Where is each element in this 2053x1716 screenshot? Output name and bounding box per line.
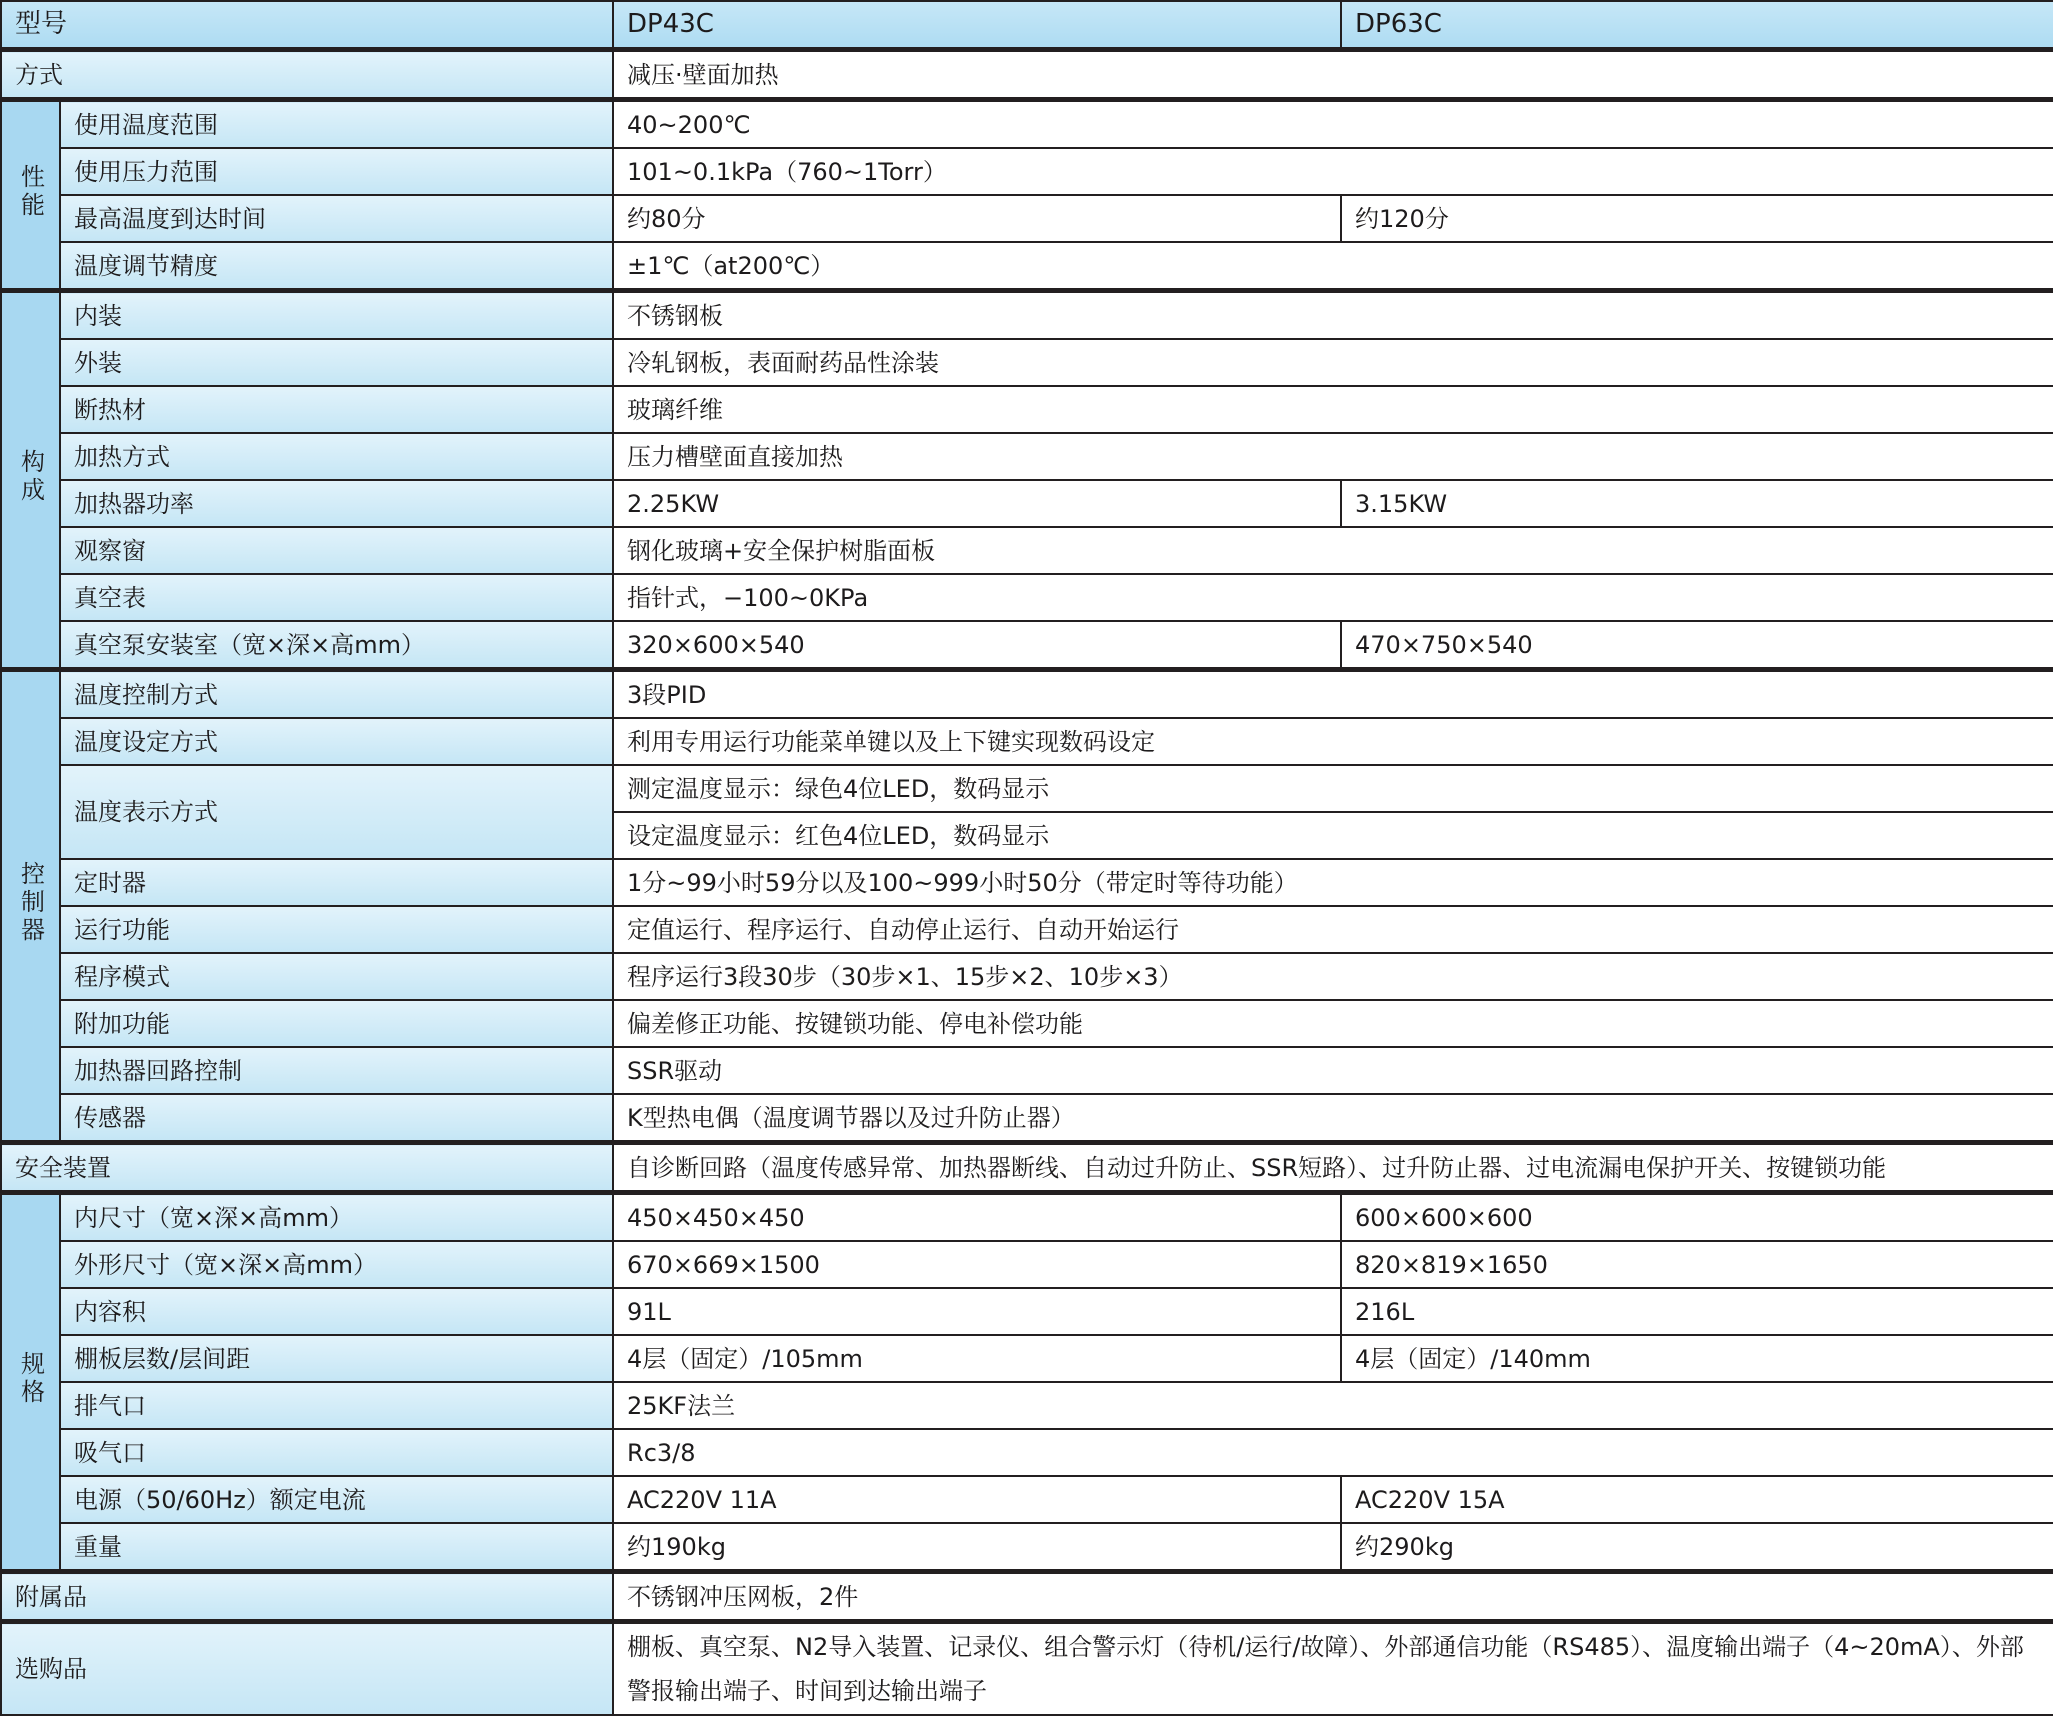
capacity-dp63c: 216L xyxy=(1341,1288,2053,1335)
shelves-dp63c: 4层（固定）/140mm xyxy=(1341,1335,2053,1382)
accessories-label: 附属品 xyxy=(1,1572,613,1622)
spec-row-exhaust xyxy=(1,1382,2053,1429)
header-model-label: 型号 xyxy=(1,1,613,50)
power-label: 电源（50/60Hz）额定电流 xyxy=(60,1476,613,1523)
group-performance-label: 性能 xyxy=(16,163,45,220)
performance-row-temp-range xyxy=(1,100,2053,149)
heater-power-dp43c: 2.25KW xyxy=(613,480,1341,527)
spec-row-weight xyxy=(1,1523,2053,1572)
window-label: 观察窗 xyxy=(60,527,613,574)
temp-accuracy-label: 温度调节精度 xyxy=(60,242,613,291)
additional-functions-value: 偏差修正功能、按键锁功能、停电补偿功能 xyxy=(613,1000,2053,1047)
pump-room-dp43c: 320×600×540 xyxy=(613,621,1341,670)
shelves-label: 棚板层数/层间距 xyxy=(60,1335,613,1382)
weight-label: 重量 xyxy=(60,1523,613,1572)
construction-row-heating-method xyxy=(1,433,2053,480)
temp-setting-value: 利用专用运行功能菜单键以及上下键实现数码设定 xyxy=(613,718,2053,765)
capacity-dp43c: 91L xyxy=(613,1288,1341,1335)
inner-size-label: 内尺寸（宽×深×高mm） xyxy=(60,1193,613,1242)
intake-value: Rc3/8 xyxy=(613,1429,2053,1476)
sensor-label: 传感器 xyxy=(60,1094,613,1143)
group-performance xyxy=(1,100,60,291)
controller-row-temp-control xyxy=(1,670,2053,719)
safety-label: 安全装置 xyxy=(1,1143,613,1193)
spec-row-shelves xyxy=(1,1335,2053,1382)
exhaust-value: 25KF法兰 xyxy=(613,1382,2053,1429)
construction-row-interior xyxy=(1,291,2053,340)
sensor-value: K型热电偶（温度调节器以及过升防止器） xyxy=(613,1094,2053,1143)
options-value: 棚板、真空泵、N2导入装置、记录仪、组合警示灯（待机/运行/故障）、外部通信功能（RS485）、温度输出端子（4~20mA）、外部警报输出端子、时间到达输出端子 xyxy=(613,1622,2053,1716)
inner-size-dp43c: 450×450×450 xyxy=(613,1193,1341,1242)
construction-row-vacuum-gauge xyxy=(1,574,2053,621)
window-value: 钢化玻璃+安全保护树脂面板 xyxy=(613,527,2053,574)
weight-dp63c: 约290kg xyxy=(1341,1523,2053,1572)
method-value: 减压·壁面加热 xyxy=(613,50,2053,100)
performance-row-max-temp-time xyxy=(1,195,2053,242)
spec-row-inner-size xyxy=(1,1193,2053,1242)
heating-method-label: 加热方式 xyxy=(60,433,613,480)
interior-label: 内装 xyxy=(60,291,613,340)
outer-size-label: 外形尺寸（宽×深×高mm） xyxy=(60,1241,613,1288)
heater-circuit-label: 加热器回路控制 xyxy=(60,1047,613,1094)
header-row xyxy=(1,1,2053,50)
spec-row-intake xyxy=(1,1429,2053,1476)
outer-size-dp63c: 820×819×1650 xyxy=(1341,1241,2053,1288)
heater-power-label: 加热器功率 xyxy=(60,480,613,527)
construction-row-insulation xyxy=(1,386,2053,433)
temp-range-value: 40~200℃ xyxy=(613,100,2053,149)
method-row xyxy=(1,50,2053,100)
performance-row-pressure-range xyxy=(1,148,2053,195)
group-spec xyxy=(1,1193,60,1572)
pressure-range-label: 使用压力范围 xyxy=(60,148,613,195)
operation-value: 定值运行、程序运行、自动停止运行、自动开始运行 xyxy=(613,906,2053,953)
safety-row xyxy=(1,1143,2053,1193)
spec-row-power xyxy=(1,1476,2053,1523)
accessories-value: 不锈钢冲压网板，2件 xyxy=(613,1572,2053,1622)
header-model-dp43c: DP43C xyxy=(613,1,1341,50)
options-row xyxy=(1,1622,2053,1716)
spec-row-capacity xyxy=(1,1288,2053,1335)
performance-row-temp-accuracy xyxy=(1,242,2053,291)
controller-row-heater-circuit xyxy=(1,1047,2053,1094)
controller-row-temp-setting xyxy=(1,718,2053,765)
controller-row-program-mode xyxy=(1,953,2053,1000)
heater-circuit-value: SSR驱动 xyxy=(613,1047,2053,1094)
interior-value: 不锈钢板 xyxy=(613,291,2053,340)
construction-row-exterior xyxy=(1,339,2053,386)
group-controller-label: 控制器 xyxy=(16,860,45,945)
method-label: 方式 xyxy=(1,50,613,100)
group-spec-label: 规格 xyxy=(16,1350,45,1407)
inner-size-dp63c: 600×600×600 xyxy=(1341,1193,2053,1242)
capacity-label: 内容积 xyxy=(60,1288,613,1335)
exhaust-label: 排气口 xyxy=(60,1382,613,1429)
heating-method-value: 压力槽壁面直接加热 xyxy=(613,433,2053,480)
power-dp63c: AC220V 15A xyxy=(1341,1476,2053,1523)
construction-row-heater-power xyxy=(1,480,2053,527)
shelves-dp43c: 4层（固定）/105mm xyxy=(613,1335,1341,1382)
controller-row-temp-display-1 xyxy=(1,765,2053,812)
exterior-label: 外装 xyxy=(60,339,613,386)
pressure-range-value: 101~0.1kPa（760~1Torr） xyxy=(613,148,2053,195)
pump-room-dp63c: 470×750×540 xyxy=(1341,621,2053,670)
spec-row-outer-size xyxy=(1,1241,2053,1288)
temp-display-set-value: 设定温度显示：红色4位LED，数码显示 xyxy=(613,812,2053,859)
operation-label: 运行功能 xyxy=(60,906,613,953)
program-mode-label: 程序模式 xyxy=(60,953,613,1000)
insulation-value: 玻璃纤维 xyxy=(613,386,2053,433)
controller-row-additional xyxy=(1,1000,2053,1047)
temp-display-measured-value: 测定温度显示：绿色4位LED，数码显示 xyxy=(613,765,2053,812)
group-construction xyxy=(1,291,60,670)
max-temp-time-dp63c: 约120分 xyxy=(1341,195,2053,242)
construction-row-window xyxy=(1,527,2053,574)
temp-control-label: 温度控制方式 xyxy=(60,670,613,719)
outer-size-dp43c: 670×669×1500 xyxy=(613,1241,1341,1288)
temp-display-label: 温度表示方式 xyxy=(60,765,613,859)
pump-room-label: 真空泵安装室（宽×深×高mm） xyxy=(60,621,613,670)
accessories-row xyxy=(1,1572,2053,1622)
group-construction-label: 构成 xyxy=(16,448,45,505)
max-temp-time-label: 最高温度到达时间 xyxy=(60,195,613,242)
program-mode-value: 程序运行3段30步（30步×1、15步×2、10步×3） xyxy=(613,953,2053,1000)
timer-value: 1分~99小时59分以及100~999小时50分（带定时等待功能） xyxy=(613,859,2053,906)
power-dp43c: AC220V 11A xyxy=(613,1476,1341,1523)
max-temp-time-dp43c: 约80分 xyxy=(613,195,1341,242)
options-label: 选购品 xyxy=(1,1622,613,1716)
group-controller xyxy=(1,670,60,1143)
additional-functions-label: 附加功能 xyxy=(60,1000,613,1047)
header-model-dp63c: DP63C xyxy=(1341,1,2053,50)
vacuum-gauge-label: 真空表 xyxy=(60,574,613,621)
exterior-value: 冷轧钢板，表面耐药品性涂装 xyxy=(613,339,2053,386)
vacuum-gauge-value: 指针式，−100~0KPa xyxy=(613,574,2053,621)
weight-dp43c: 约190kg xyxy=(613,1523,1341,1572)
intake-label: 吸气口 xyxy=(60,1429,613,1476)
insulation-label: 断热材 xyxy=(60,386,613,433)
temp-control-value: 3段PID xyxy=(613,670,2053,719)
controller-row-operation xyxy=(1,906,2053,953)
timer-label: 定时器 xyxy=(60,859,613,906)
safety-value: 自诊断回路（温度传感异常、加热器断线、自动过升防止、SSR短路）、过升防止器、过电流漏电保护开关、按键锁功能 xyxy=(613,1143,2053,1193)
controller-row-timer xyxy=(1,859,2053,906)
temp-setting-label: 温度设定方式 xyxy=(60,718,613,765)
temp-range-label: 使用温度范围 xyxy=(60,100,613,149)
controller-row-sensor xyxy=(1,1094,2053,1143)
temp-accuracy-value: ±1℃（at200℃） xyxy=(613,242,2053,291)
construction-row-pump-room xyxy=(1,621,2053,670)
heater-power-dp63c: 3.15KW xyxy=(1341,480,2053,527)
